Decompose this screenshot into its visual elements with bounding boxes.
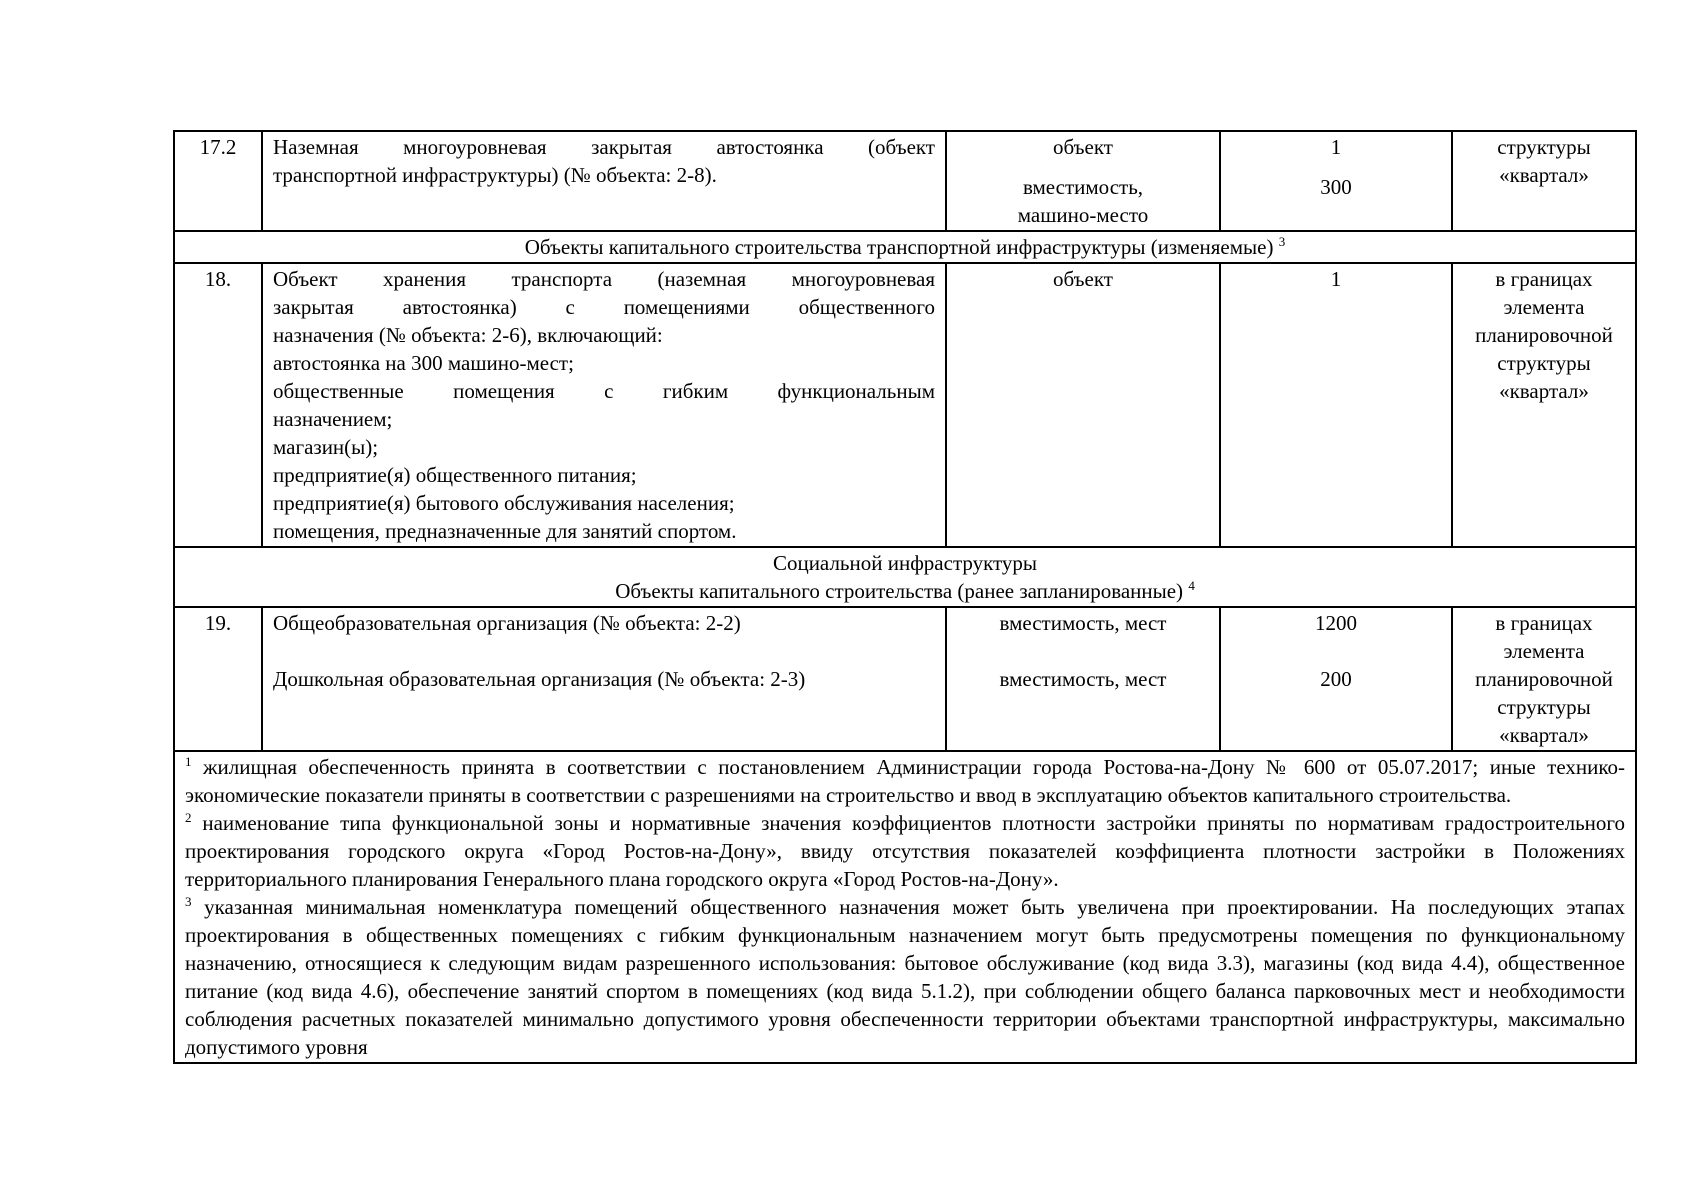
table-row-17-2	[174, 131, 1636, 231]
footnotes-row	[174, 751, 1636, 1063]
row-number: 17.2	[174, 131, 262, 231]
row-note	[1452, 607, 1636, 751]
description-line: Дошкольная образовательная организация (№ объекта: 2-3)	[273, 667, 806, 691]
footnote-marker: 2	[185, 810, 192, 825]
row-description	[262, 607, 946, 751]
row-number: 19.	[174, 607, 262, 751]
section-subtitle-text: Объекты капитального строительства (ранее запланированные)	[615, 579, 1184, 603]
table-row-18	[174, 263, 1636, 547]
footnote-2	[185, 809, 1625, 893]
description-line: Общеобразовательная организация (№ объекта: 2-2)	[273, 611, 741, 635]
description-line: общественные помещения с гибким функциональным	[273, 379, 935, 403]
row-number: 18.	[174, 263, 262, 547]
row-unit: объект	[946, 263, 1220, 547]
unit-text: вместимость, мест	[999, 611, 1167, 635]
unit-text: вместимость, мест	[999, 667, 1167, 691]
description-line: магазин(ы);	[273, 435, 379, 459]
note-line: структуры	[1497, 695, 1591, 719]
section-title: Объекты капитального строительства транспортной инфраструктуры (изменяемые)	[524, 235, 1274, 259]
row-value	[1220, 131, 1452, 231]
section-subtitle	[185, 577, 1625, 605]
row-note	[1452, 131, 1636, 231]
description-line: назначением;	[273, 407, 393, 431]
row-value	[1220, 607, 1452, 751]
note-line: планировочной	[1475, 323, 1613, 347]
unit-text: вместимость,	[1022, 175, 1144, 199]
footnote-ref: 4	[1188, 578, 1195, 593]
row-description	[262, 263, 946, 547]
row-note	[1452, 263, 1636, 547]
section-title: Социальной инфраструктуры	[772, 551, 1038, 575]
description-line: Объект хранения транспорта (наземная многоуровневая	[273, 267, 935, 291]
description-line: предприятие(я) бытового обслуживания населения;	[273, 491, 735, 515]
note-line: в границах	[1495, 611, 1593, 635]
unit-text: объект	[1053, 135, 1113, 159]
footnote-text: указанная минимальная номенклатура помещений общественного назначения может быть увеличена при проектировании. На последующих этапах проектирования в общественных помещениях с гибким функциональным назначением могут быть предусмотрены помещения по функциональному назначению, относящиеся к следующим видам разрешенного использования: бытовое обслуживание (код вида 3.3), магазины (код вида 4.4), общественное питание (код вида 4.6), обеспечение занятий спортом в помещениях (код вида 5.1.2), при соблюдении общего баланса парковочных мест и необходимости соблюдения расчетных показателей минимально допустимого уровня обеспеченности территории объектами транспортной инфраструктуры, максимально допустимого уровня	[185, 895, 1625, 1059]
value-text: 300	[1320, 175, 1352, 199]
note-line: «квартал»	[1499, 723, 1589, 747]
note-line: «квартал»	[1499, 163, 1589, 187]
row-value: 1	[1220, 263, 1452, 547]
note-line: элемента	[1503, 639, 1585, 663]
note-line: структуры	[1497, 351, 1591, 375]
footnote-text: жилищная обеспеченность принята в соответствии с постановлением Администрации города Ростова-на-Дону № 600 от 05.07.2017; иные технико-экономические показатели приняты в соответствии с разрешениями на строительство и ввод в эксплуатацию объектов капитального строительства.	[185, 755, 1626, 807]
description-line: автостоянка на 300 машино-мест;	[273, 351, 574, 375]
note-line: структуры	[1497, 135, 1591, 159]
footnote-marker: 1	[185, 754, 192, 769]
note-line: «квартал»	[1499, 379, 1589, 403]
row-description	[262, 131, 946, 231]
section-row-social	[174, 547, 1636, 607]
table-row-19	[174, 607, 1636, 751]
footnote-ref: 3	[1278, 234, 1286, 249]
footnote-3	[185, 893, 1625, 1061]
footnotes-block	[174, 751, 1636, 1063]
description-line: транспортной инфраструктуры) (№ объекта: 2-8).	[273, 163, 717, 187]
description-line: предприятие(я) общественного питания;	[273, 463, 637, 487]
row-unit	[946, 131, 1220, 231]
value-text: 200	[1320, 667, 1352, 691]
section-heading	[174, 547, 1636, 607]
section-heading	[174, 231, 1636, 263]
unit-text: машино-место	[1017, 203, 1149, 227]
note-line: элемента	[1503, 295, 1585, 319]
description-line: назначения (№ объекта: 2-6), включающий:	[273, 323, 663, 347]
note-line: в границах	[1495, 267, 1593, 291]
footnote-marker: 3	[185, 894, 192, 909]
description-line: закрытая автостоянка) с помещениями общественного	[273, 295, 935, 319]
footnote-1	[185, 753, 1625, 809]
document-table	[173, 130, 1637, 1064]
footnote-text: наименование типа функциональной зоны и нормативные значения коэффициентов плотности застройки приняты по нормативам градостроительного проектирования городского округа «Город Ростов-на-Дону», ввиду отсутствия показателей коэффициента плотности застройки в Положениях территориального планирования Генерального плана городского округа «Город Ростов-на-Дону».	[185, 811, 1626, 891]
value-text: 1	[1330, 135, 1342, 159]
note-line: планировочной	[1475, 667, 1613, 691]
description-line: помещения, предназначенные для занятий спортом.	[273, 519, 737, 543]
section-row-transport	[174, 231, 1636, 263]
value-text: 1200	[1315, 611, 1357, 635]
description-line: Наземная многоуровневая закрытая автостоянка (объект	[273, 135, 935, 159]
row-unit	[946, 607, 1220, 751]
